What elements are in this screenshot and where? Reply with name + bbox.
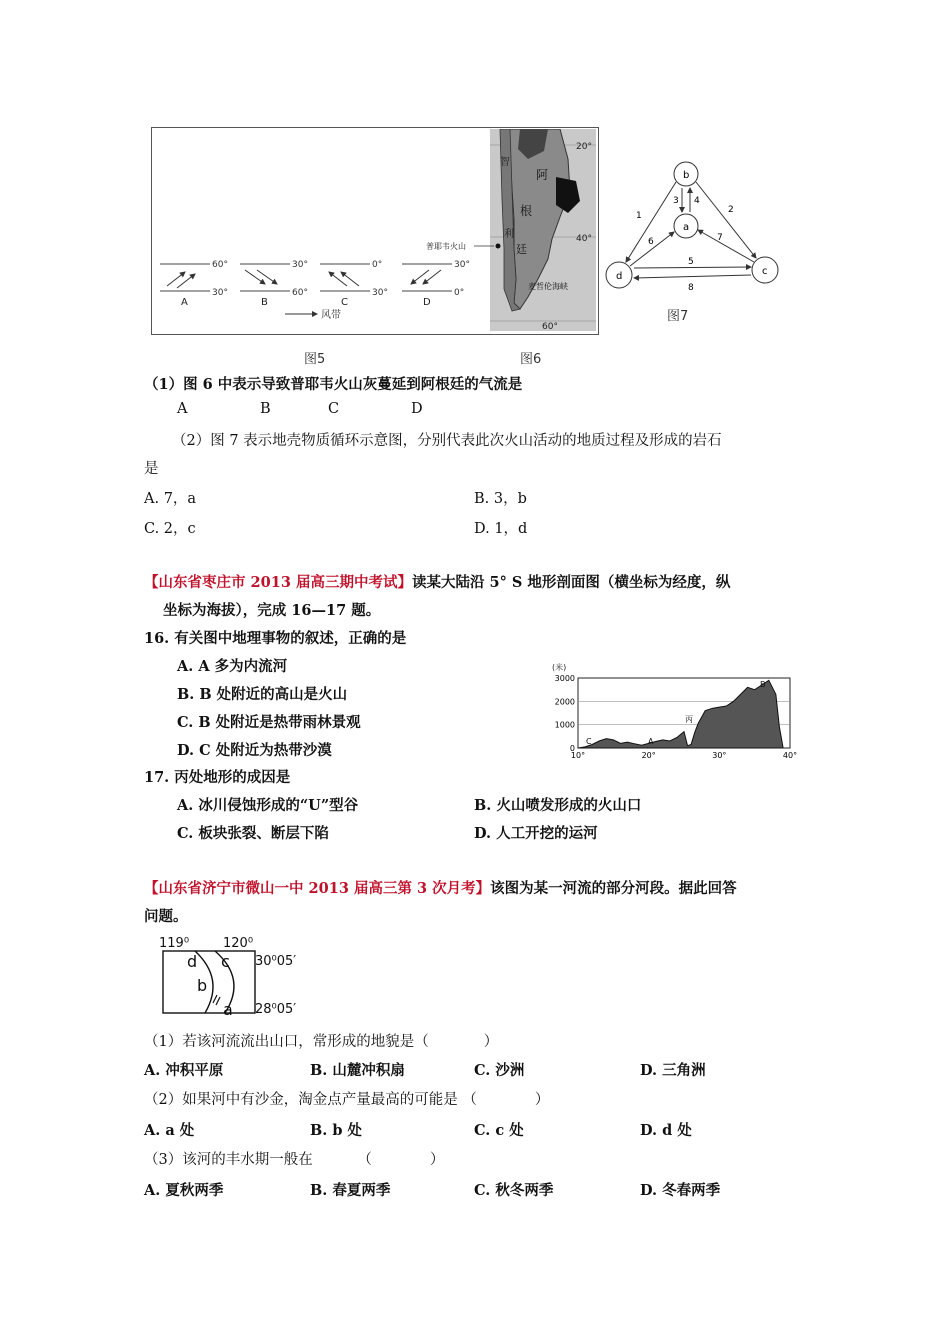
- edge-2: 2: [728, 205, 734, 215]
- q17-option-d: D. 人工开挖的运河: [474, 825, 598, 842]
- profile-terrain-area: [578, 680, 783, 748]
- rock-node-a: a: [683, 222, 690, 233]
- map-volcano-label: 普耶韦火山: [426, 242, 466, 251]
- river-segment-map: [155, 933, 325, 1021]
- section3-q2-stem: （2）如果河中有沙金，淘金点产量最高的可能是: [144, 1092, 458, 1108]
- edge-8: 8: [688, 283, 694, 293]
- q17-option-b: B. 火山喷发形成的火山口: [474, 797, 642, 814]
- q15-sub1-option-d: D: [411, 401, 423, 417]
- section3-q2-option-c: C. c 处: [474, 1122, 524, 1139]
- section3-q1-option-b: B. 山麓冲积扇: [310, 1062, 405, 1079]
- section3-q1-option-a: A. 冲积平原: [144, 1062, 224, 1079]
- edge-6: 6: [648, 237, 654, 247]
- river-point-d: d: [187, 952, 198, 971]
- edge-5: 5: [688, 257, 694, 267]
- profile-ytick-label: 2000: [554, 697, 575, 707]
- section3-q3-option-d: D. 冬春两季: [640, 1182, 721, 1199]
- figure-7-caption: 图7: [667, 309, 689, 324]
- q15-option-d: D. 1，d: [474, 521, 528, 537]
- q15-sub2-line1: （2）图 7 表示地壳物质循环示意图，分别代表此次火山活动的地质过程及形成的岩石: [172, 433, 722, 449]
- wind-panel-d-label: D: [423, 297, 431, 308]
- section3-q2-paren[interactable]: （ ）: [462, 1092, 550, 1108]
- q15-option-b: B. 3，b: [474, 491, 527, 507]
- wind-panel-c: [320, 260, 388, 308]
- section2-source: 【山东省枣庄市 2013 届高三期中考试】: [144, 574, 412, 591]
- wind-panel-c-lat-bottom: 30°: [372, 288, 388, 298]
- profile-ylabel: (米): [552, 663, 567, 672]
- section3-q1-close: ）: [483, 1034, 499, 1050]
- wind-panel-c-lat-top: 0°: [372, 260, 383, 270]
- map-char-a: 阿: [536, 168, 549, 182]
- map-lat-60: 60°: [542, 322, 558, 331]
- map-char-gen: 根: [520, 204, 533, 218]
- profile-ytick-label: 3000: [554, 674, 575, 683]
- q15-sub1-option-b: B: [260, 401, 271, 417]
- figure-5-caption: 图5: [304, 352, 326, 367]
- rock-node-c: c: [762, 266, 768, 277]
- wind-belt-legend: 风带: [321, 310, 341, 321]
- river-point-b: b: [197, 976, 208, 995]
- section2-intro-line1: [144, 571, 730, 592]
- river-point-a: a: [223, 1000, 233, 1019]
- section3-q1-stem: （1）若该河流流出山口，常形成的地貌是（: [144, 1034, 429, 1050]
- q16-stem: 16. 有关图中地理事物的叙述，正确的是: [144, 630, 407, 647]
- profile-annot-bing: 丙: [685, 715, 693, 724]
- section2-intro2: 坐标为海拔），完成 16—17 题。: [163, 602, 381, 619]
- profile-ytick-label: 0: [569, 744, 575, 753]
- section3-q1-option-d: D. 三角洲: [640, 1062, 706, 1079]
- q17-stem: 17. 丙处地形的成因是: [144, 769, 291, 786]
- profile-xtick-label: 10°: [570, 751, 586, 760]
- q15-sub1-option-c: C: [328, 401, 340, 417]
- edge-1: 1: [636, 211, 642, 221]
- section3-q3-option-b: B. 春夏两季: [310, 1182, 391, 1199]
- section3-q1: [144, 1030, 498, 1051]
- section3-q3-option-a: A. 夏秋两季: [144, 1182, 224, 1199]
- section3-source: 【山东省济宁市微山一中 2013 届高三第 3 次月考】: [144, 880, 491, 897]
- terrain-profile-chart: [540, 658, 800, 768]
- section3-q3-paren[interactable]: （ ）: [357, 1152, 445, 1168]
- rock-node-d: d: [616, 271, 623, 282]
- map-strait-label: 麦哲伦海峡: [528, 282, 568, 291]
- map-char-ting: 廷: [516, 243, 527, 256]
- wind-panel-a-label: A: [181, 297, 188, 308]
- wind-panel-a: [160, 260, 228, 308]
- q15-sub1: （1）图 6 中表示导致普耶韦火山灰蔓延到阿根廷的气流是: [144, 376, 523, 393]
- q16-option-d: D. C 处附近为热带沙漠: [177, 742, 332, 759]
- q16-option-b: B. B 处附近的高山是火山: [177, 686, 348, 703]
- q17-option-a: A. 冰川侵蚀形成的“U”型谷: [177, 797, 359, 814]
- wind-panel-b-lat-top: 30°: [292, 260, 308, 270]
- section3-q2: [144, 1088, 549, 1109]
- section3-q3-stem: （3）该河的丰水期一般在: [144, 1152, 313, 1168]
- section3-q2-option-b: B. b 处: [310, 1122, 363, 1139]
- wind-panel-c-label: C: [341, 297, 348, 308]
- section3-q3: [144, 1148, 444, 1169]
- wind-panel-b: [240, 260, 308, 308]
- section2-intro1: 读某大陆沿 5° S 地形剖面图（横坐标为经度，纵: [411, 574, 731, 591]
- q16-option-c: C. B 处附近是热带雨林景观: [177, 714, 361, 731]
- map-lat-40: 40°: [576, 234, 592, 244]
- section3-q2-option-d: D. d 处: [640, 1122, 692, 1139]
- section3-intro-line1: [144, 877, 737, 898]
- edge-7: 7: [717, 233, 723, 243]
- map-char-zhi: 智: [500, 157, 510, 168]
- wind-panel-d-lat-top: 30°: [454, 260, 470, 270]
- q15-sub1-option-a: A: [177, 401, 188, 417]
- wind-panel-d-lat-bottom: 0°: [454, 288, 465, 298]
- profile-annot-a: A: [648, 737, 654, 746]
- wind-panel-a-lat-bottom: 30°: [212, 288, 228, 298]
- figure-6-map: [420, 129, 596, 331]
- profile-annot-c: C: [586, 737, 592, 746]
- rock-node-b: b: [683, 170, 690, 181]
- river-lat-30: 30⁰05′: [255, 954, 297, 969]
- section3-q3-option-c: C. 秋冬两季: [474, 1182, 554, 1199]
- q15-option-c: C. 2，c: [144, 521, 196, 537]
- river-point-c: c: [221, 952, 230, 971]
- profile-xtick-label: 30°: [712, 751, 727, 760]
- wind-panel-a-lat-top: 60°: [212, 260, 228, 270]
- edge-3: 3: [673, 196, 679, 206]
- map-lat-20: 20°: [576, 142, 592, 152]
- wind-panel-b-lat-bottom: 60°: [292, 288, 308, 298]
- edge-4: 4: [694, 196, 700, 206]
- profile-xtick-label: 20°: [641, 751, 656, 760]
- section3-q2-option-a: A. a 处: [144, 1122, 195, 1139]
- q15-sub2-line2: 是: [144, 461, 159, 477]
- wind-panel-b-label: B: [261, 297, 268, 308]
- river-lon-120: 120⁰: [223, 936, 254, 951]
- figure-7-rock-cycle: [600, 160, 790, 330]
- q17-option-c: C. 板块张裂、断层下陷: [177, 825, 329, 842]
- section3-intro2: 问题。: [144, 908, 188, 925]
- section3-intro1: 该图为某一河流的部分河段。据此回答: [490, 880, 737, 897]
- figure-6-caption: 图6: [520, 352, 542, 367]
- q15-option-a: A. 7，a: [144, 491, 197, 507]
- river-lon-119: 119⁰: [159, 936, 190, 951]
- profile-xtick-label: 40°: [782, 751, 798, 760]
- map-char-li: 利: [504, 229, 514, 240]
- profile-ytick-label: 1000: [554, 720, 575, 730]
- profile-annot-b: B: [760, 680, 766, 689]
- q16-option-a: A. A 多为内流河: [177, 658, 288, 675]
- river-lat-28: 28⁰05′: [255, 1002, 297, 1017]
- section3-q1-option-c: C. 沙洲: [474, 1062, 525, 1079]
